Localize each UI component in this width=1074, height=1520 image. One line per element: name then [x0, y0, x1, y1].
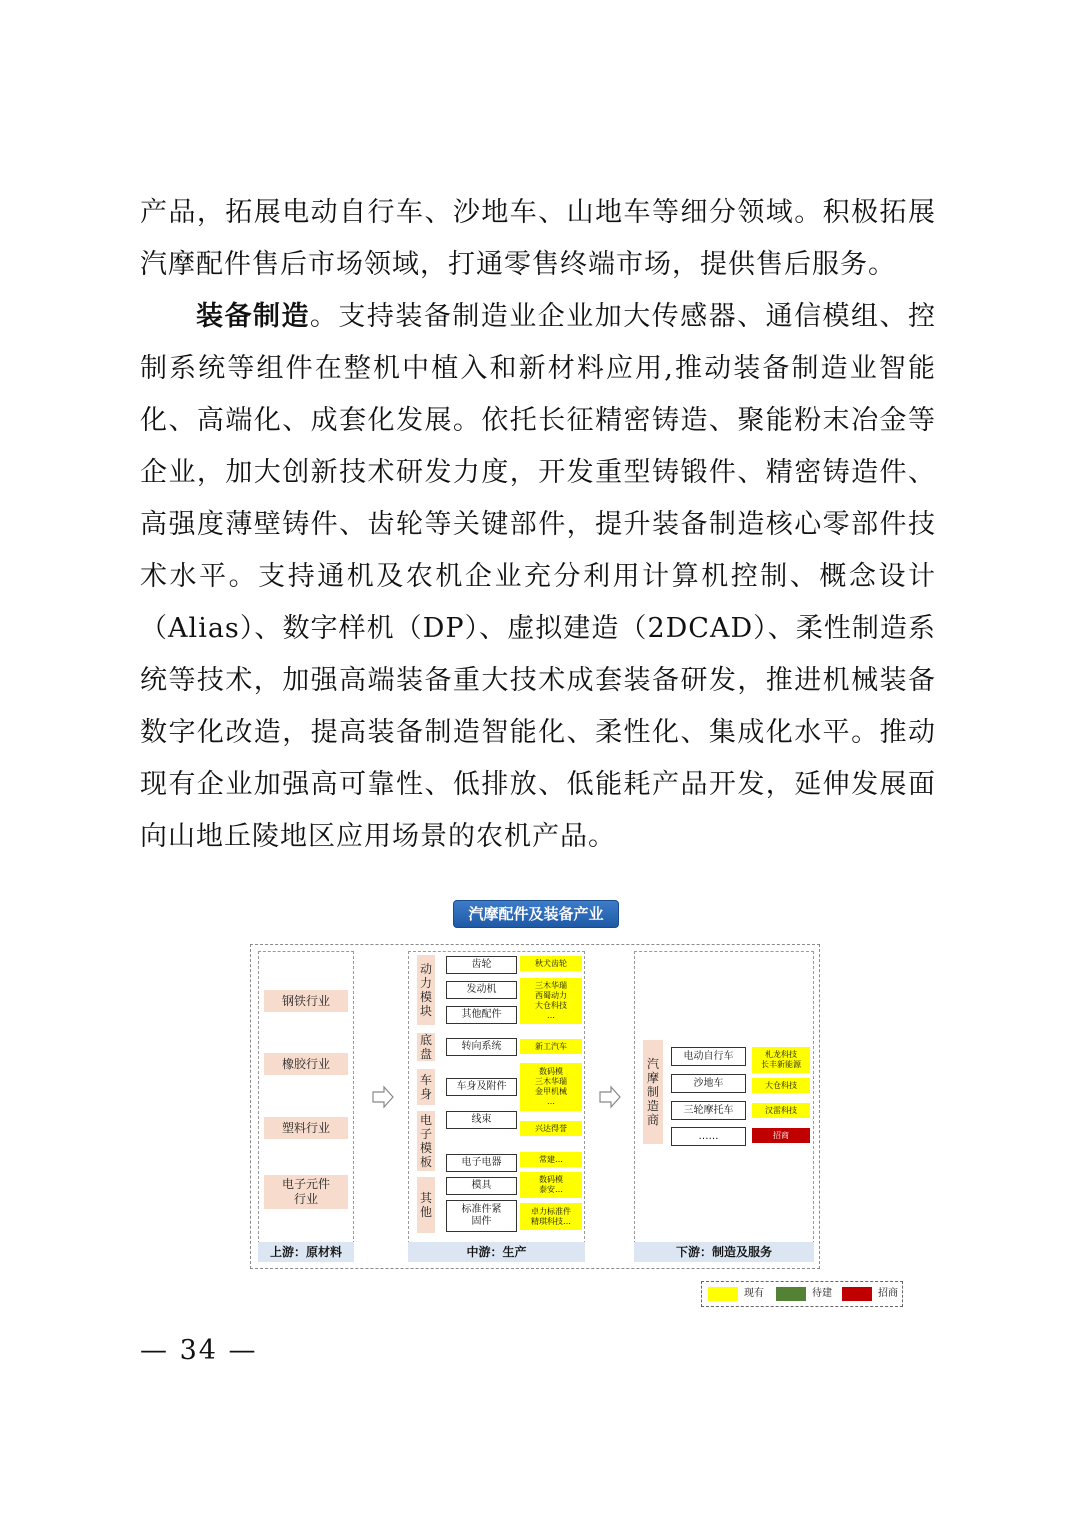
product-box: 电子电器 — [446, 1154, 517, 1172]
category-manufacturers: 汽摩制造商 — [643, 1040, 663, 1144]
product-box: 模具 — [446, 1177, 517, 1195]
flow-arrow-icon — [598, 1085, 622, 1109]
downstream-product-box: 沙地车 — [671, 1074, 746, 1093]
upstream-item: 塑料行业 — [264, 1117, 348, 1139]
page-number: — 34 — — [140, 1335, 258, 1366]
product-box: 其他配件 — [446, 1006, 517, 1024]
company-tag: 新工汽车 — [520, 1039, 582, 1054]
paragraph-1: 产品，拓展电动自行车、沙地车、山地车等细分领域。积极拓展汽摩配件售后市场领域，打通零售终端市场，提供售后服务。 — [140, 197, 936, 280]
legend-label-pending: 待建 — [812, 1288, 832, 1299]
product-box: 齿轮 — [446, 956, 517, 974]
upstream-item: 钢铁行业 — [264, 990, 348, 1012]
category-electronics: 电子模板 — [417, 1111, 435, 1171]
legend-swatch-attract — [842, 1287, 872, 1301]
company-tag: 常建… — [520, 1152, 582, 1167]
company-tag: 三木华瑞 西蜀动力 大仓科技 … — [520, 978, 582, 1024]
category-power-module: 动力模块 — [417, 955, 435, 1025]
company-tag: 兴达得誉 — [520, 1121, 582, 1136]
downstream-product-box: 三轮摩托车 — [671, 1101, 746, 1120]
downstream-footer: 下游：制造及服务 — [634, 1242, 814, 1262]
product-box: 转向系统 — [446, 1038, 517, 1056]
upstream-item: 橡胶行业 — [264, 1053, 348, 1075]
legend-label-existing: 现有 — [744, 1288, 764, 1299]
company-tag: 大仓科技 — [752, 1078, 810, 1093]
legend — [701, 1281, 903, 1307]
company-tag: 数码模 泰安… — [520, 1172, 582, 1198]
legend-swatch-pending — [776, 1287, 806, 1301]
paragraph-2-body: 。支持装备制造业企业加大传感器、通信模组、控制系统等组件在整机中植入和新材料应用,推动装备制造业智能化、高端化、成套化发展。依托长征精密铸造、聚能粉末冶金等企业，加大创新技术研发力度，开发重型铸锻件、精密铸造件、高强度薄壁铸件、齿轮等关键部件，提升装备制造核心零部件技术水平。支持通机及农机企业充分利用计算机控制、概念设计（Alias）、数字样机（DP）、虚拟建造（2DCAD）、柔性制造系统等技术，加强高端装备重大技术成套装备研发，推进机械装备数字化改造，提高装备制造智能化、柔性化、集成化水平。推动现有企业加强高可靠性、低排放、低能耗产品开发，延伸发展面向山地丘陵地区应用场景的农机产品。 — [140, 301, 937, 852]
company-tag: 札龙科技 长丰新能源 — [752, 1047, 810, 1073]
legend-label-attract: 招商 — [878, 1288, 898, 1299]
midstream-footer: 中游：生产 — [408, 1242, 585, 1262]
upstream-item: 电子元件行业 — [264, 1175, 348, 1209]
category-body: 车身 — [417, 1069, 435, 1105]
upstream-footer: 上游：原材料 — [258, 1242, 354, 1262]
company-tag: 秋犬齿轮 — [520, 956, 582, 971]
company-tag: 卓力标准件 精琪科技… — [520, 1203, 582, 1230]
company-tag: 汉雷科技 — [752, 1103, 810, 1118]
category-other: 其他 — [417, 1177, 435, 1233]
product-box: 发动机 — [446, 981, 517, 999]
flow-arrow-icon — [371, 1085, 395, 1109]
diagram-title: 汽摩配件及装备产业 — [453, 900, 619, 928]
product-box: 车身及附件 — [446, 1078, 517, 1096]
paragraph-2-lead: 装备制造 — [196, 301, 310, 332]
downstream-product-box: 电动自行车 — [671, 1047, 746, 1066]
company-tag: 数码模 三木华瑞 金甲机械 … — [520, 1063, 582, 1111]
category-chassis: 底盘 — [417, 1033, 435, 1061]
product-box: 线束 — [446, 1111, 517, 1129]
company-tag-attract: 招商 — [752, 1128, 810, 1143]
paragraph-2 — [140, 291, 936, 863]
downstream-product-box: …… — [671, 1127, 746, 1146]
legend-swatch-existing — [708, 1287, 738, 1301]
product-box: 标准件紧固件 — [446, 1200, 517, 1232]
